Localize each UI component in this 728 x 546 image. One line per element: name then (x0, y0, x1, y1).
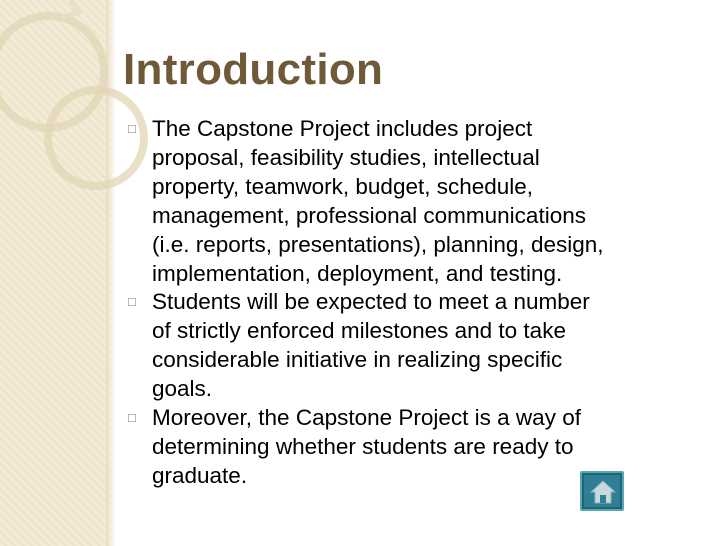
bullet-line: property, teamwork, budget, schedule, (152, 173, 534, 199)
bullet-marker-icon: □ (128, 410, 136, 426)
bullet-marker-icon: □ (128, 121, 136, 136)
bullet-line: management, professional communications (152, 202, 586, 228)
bullet-line: goals. (152, 376, 213, 402)
bullet-item (128, 288, 708, 404)
home-icon (589, 479, 617, 505)
bullet-line: implementation, deployment, and testing. (152, 260, 563, 286)
bullet-line: Moreover, the Capstone Project is a way of (152, 405, 581, 431)
home-button[interactable] (580, 471, 624, 511)
bullet-line: of strictly enforced milestones and to take (152, 318, 566, 344)
bullet-line: (i.e. reports, presentations), planning, design, (152, 231, 604, 257)
bullet-line: proposal, feasibility studies, intellectual (152, 144, 540, 170)
bullet-line: Students will be expected to meet a number (152, 289, 590, 315)
bullet-line: graduate. (152, 462, 248, 488)
bullet-marker-icon: □ (128, 294, 136, 310)
bullet-line: The Capstone Project includes project (152, 116, 533, 141)
bullet-item (128, 115, 708, 288)
bullet-line: considerable initiative in realizing specific (152, 347, 563, 373)
bullet-list (128, 115, 708, 491)
slide-title: Introduction (123, 45, 384, 94)
bullet-line: determining whether students are ready to (152, 433, 574, 459)
